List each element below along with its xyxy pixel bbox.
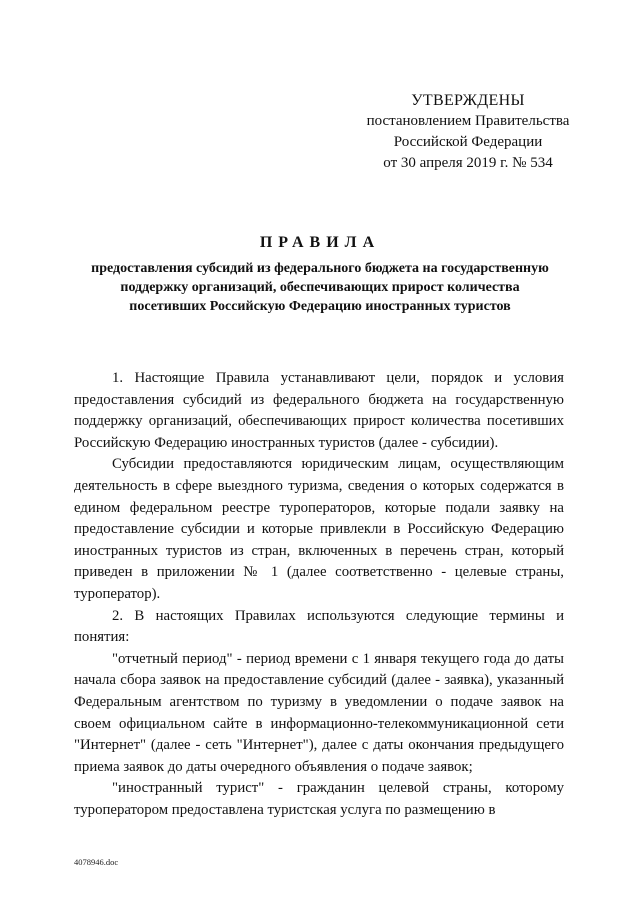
approval-heading: УТВЕРЖДЕНЫ xyxy=(411,92,525,109)
paragraph: "иностранный турист" - гражданин целевой страны, которому туроператором предоставлена туристская услуга по размещению в xyxy=(74,780,564,818)
paragraph: 2. В настоящих Правилах используются следующие термины и понятия: xyxy=(74,607,564,646)
paragraph: 1. Настоящие Правила устанавливают цели, порядок и условия предоставления субсидий из федерального бюджета на государственную поддержку организаций, обеспечивающих прирост количества посетивших Российскую Федерацию иностранных туристов (далее - субсидии). xyxy=(74,370,564,451)
approval-line: Российской Федерации xyxy=(393,134,543,150)
approval-date-number: от 30 апреля 2019 г. № 534 xyxy=(383,155,553,171)
approval-line: постановлением Правительства xyxy=(366,113,570,129)
document-body xyxy=(74,368,564,821)
approval-stamp xyxy=(336,90,600,174)
paragraph: Субсидии предоставляются юридическим лицам, осуществляющим деятельность в сфере выездного туризма, сведения о которых содержатся в едином федеральном реестре туроператоров, которые подали заявку на предоставление субсидии и которые привлекли в Российскую Федерацию иностранных туристов из стран, включенных в перечень стран, который приведен в приложении № 1 (далее соответственно - целевые страны, туроператор). xyxy=(74,456,564,602)
file-name-footer: 4078946.doc xyxy=(74,857,119,867)
document-subtitle: предоставления субсидий из федерального бюджета на государственную поддержку организаций, обеспечивающих прирост количества посетивших Российскую Федерацию иностранных туристов xyxy=(91,261,549,314)
document-title: ПРАВИЛА xyxy=(259,234,381,251)
paragraph: "отчетный период" - период времени с 1 января текущего года до даты начала сбора заявок на предоставление субсидий (далее - заявка), указанный Федеральным агентством по туризму в уведомлении о подаче заявок на своем официальном сайте в информационно-телекоммуникационной сети "Интернет" (далее - сеть "Интернет"), далее с даты окончания предыдущего приема заявок до даты очередного объявления о подаче заявок; xyxy=(74,650,564,775)
